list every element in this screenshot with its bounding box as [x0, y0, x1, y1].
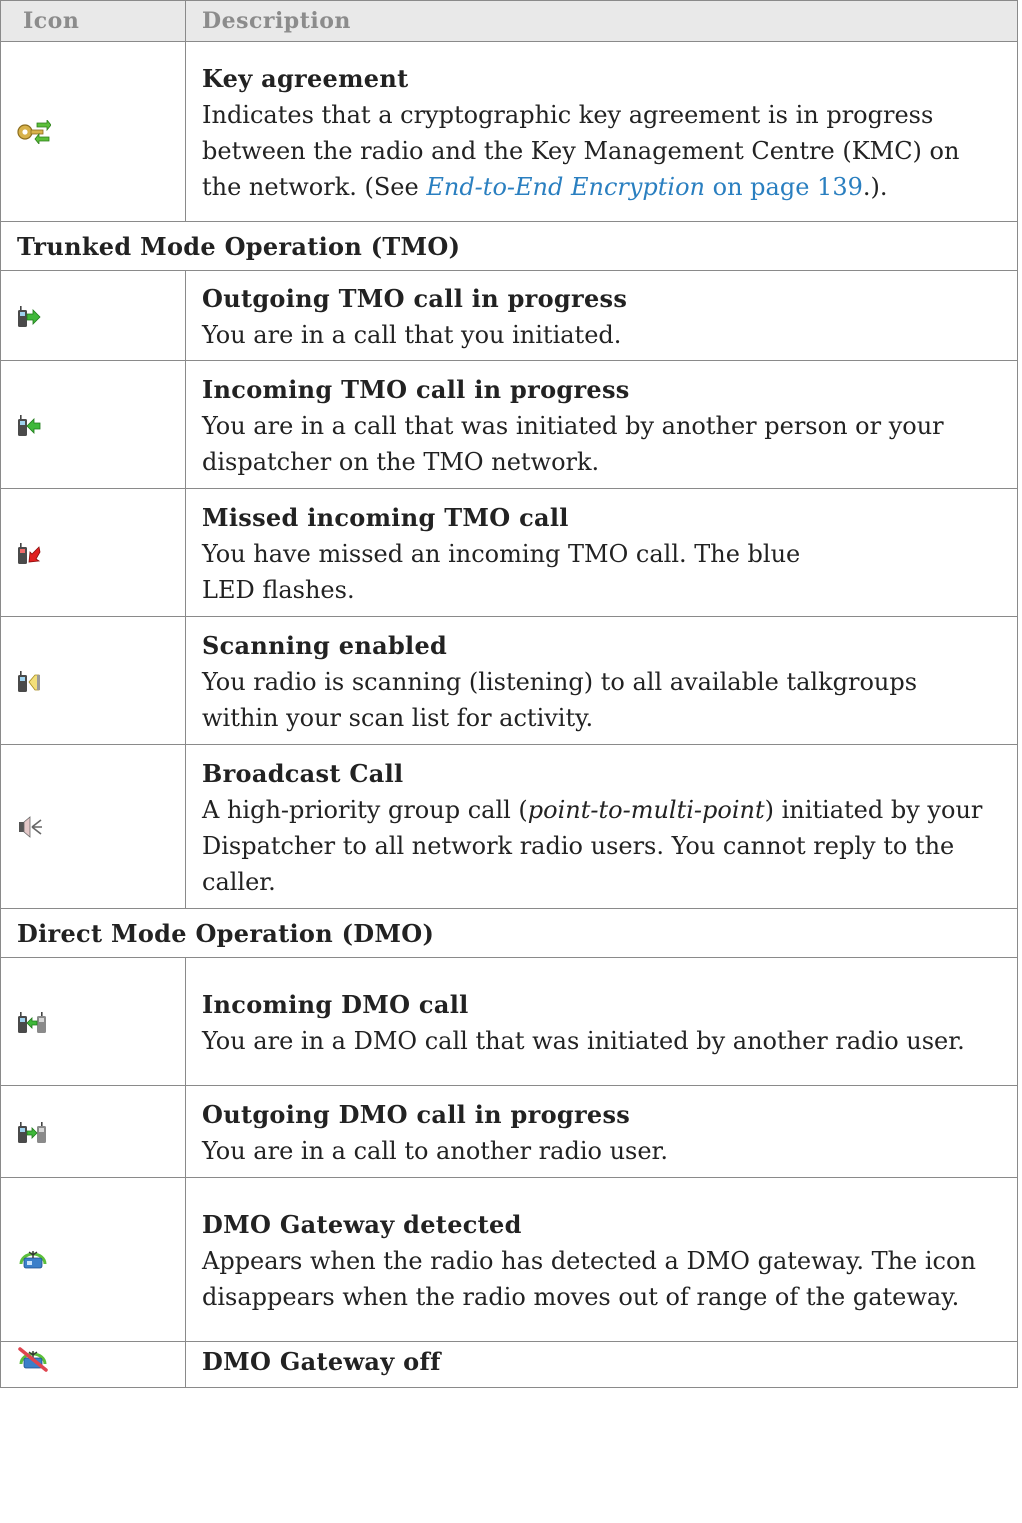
row-title: DMO Gateway off — [202, 1347, 441, 1376]
row-description: You are in a call that was initiated by another person or your dispatcher on the TMO network. — [202, 411, 944, 476]
scanning-enabled-icon — [17, 669, 185, 693]
row-title: Missed incoming TMO call — [202, 502, 569, 532]
outgoing-dmo-call-icon — [17, 1120, 185, 1144]
table-row-missed-tmo — [1, 489, 1018, 617]
table-row-dmo-gateway-detected — [1, 1178, 1018, 1342]
section-header-tmo: Trunked Mode Operation (TMO) — [1, 222, 1018, 271]
row-description: A high-priority group call (point-to-multi-point) initiated by your Dispatcher to all network radio users. You cannot reply to the caller. — [202, 795, 983, 896]
table-row-dmo-gateway-off — [1, 1342, 1018, 1388]
icon-column-header: Icon — [1, 1, 186, 42]
broadcast-call-icon — [17, 816, 185, 838]
table-row-scanning — [1, 617, 1018, 745]
row-description: Appears when the radio has detected a DMO gateway. The icon disappears when the radio moves out of range of the gateway. — [202, 1246, 976, 1311]
row-description: You are in a call that you initiated. — [202, 320, 622, 349]
row-description: You radio is scanning (listening) to all available talkgroups within your scan list for activity. — [202, 667, 918, 732]
row-description: Indicates that a cryptographic key agreement is in progress between the radio and the Key Management Centre (KMC) on the network. (See End-to-End Encryption on page 139.). — [202, 100, 960, 201]
row-title: Outgoing DMO call in progress — [202, 1099, 631, 1129]
table-row-incoming-tmo — [1, 361, 1018, 489]
incoming-dmo-call-icon — [17, 1010, 185, 1034]
key-agreement-icon — [17, 120, 185, 144]
table-row-key-agreement — [1, 42, 1018, 222]
table-row-outgoing-dmo — [1, 1086, 1018, 1178]
row-title: Key agreement — [202, 63, 409, 93]
outgoing-tmo-call-icon — [17, 304, 185, 328]
table-row-outgoing-tmo — [1, 271, 1018, 361]
row-description: You are in a DMO call that was initiated by another radio user. — [202, 1026, 965, 1055]
table-row-incoming-dmo — [1, 958, 1018, 1086]
section-header-dmo: Direct Mode Operation (DMO) — [1, 909, 1018, 958]
description-column-header: Description — [186, 1, 1018, 42]
table-header-row — [1, 1, 1018, 42]
row-title: DMO Gateway detected — [202, 1209, 522, 1239]
table-row-broadcast — [1, 745, 1018, 909]
dmo-gateway-off-icon — [17, 1346, 185, 1372]
dmo-gateway-detected-icon — [17, 1248, 185, 1272]
row-title: Incoming DMO call — [202, 989, 469, 1019]
row-title: Scanning enabled — [202, 630, 448, 660]
link-end-to-end-encryption[interactable]: End-to-End Encryption on page 139 — [426, 172, 863, 201]
missed-tmo-call-icon — [17, 541, 185, 565]
row-description: You have missed an incoming TMO call. The blue LED flashes. — [202, 539, 801, 604]
row-title: Broadcast Call — [202, 758, 404, 788]
row-title: Outgoing TMO call in progress — [202, 283, 628, 313]
row-description: You are in a call to another radio user. — [202, 1136, 669, 1165]
row-title: Incoming TMO call in progress — [202, 374, 630, 404]
incoming-tmo-call-icon — [17, 413, 185, 437]
